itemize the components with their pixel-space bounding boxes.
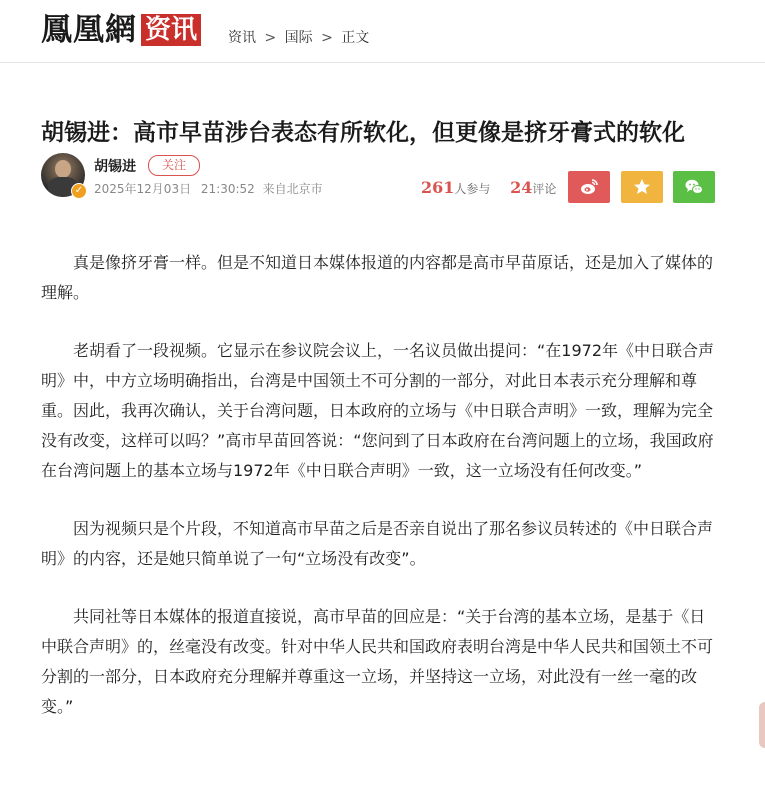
floating-side-tab[interactable] xyxy=(759,702,765,748)
comments-label[interactable]: 评论 xyxy=(532,182,557,196)
article-body xyxy=(41,248,721,750)
wechat-icon xyxy=(684,177,704,197)
follow-button[interactable]: 关注 xyxy=(148,155,200,176)
author-name[interactable]: 胡锡进 xyxy=(94,159,136,175)
publish-date: 2025年12月03日 xyxy=(94,182,192,196)
breadcrumb xyxy=(228,27,369,47)
author-block xyxy=(41,153,731,213)
breadcrumb-item-international[interactable]: 国际 xyxy=(284,30,313,46)
participants-label: 人参与 xyxy=(454,182,491,196)
share-weibo-button[interactable] xyxy=(568,171,610,203)
publish-location: 来自北京市 xyxy=(262,182,323,196)
logo-channel-badge: 资讯 xyxy=(141,14,201,46)
engagement-stats xyxy=(421,178,556,197)
breadcrumb-item-current: 正文 xyxy=(341,30,370,46)
top-bar xyxy=(0,0,765,63)
breadcrumb-separator: > xyxy=(321,30,333,46)
article-paragraph: 因为视频只是个片段，不知道高市早苗之后是否亲自说出了那名参议员转述的《中日联合声明》的内容，还是她只简单说了一句“立场没有改变”。 xyxy=(41,519,714,568)
participants-count: 261 xyxy=(421,178,455,197)
favorite-button[interactable] xyxy=(621,171,663,203)
article-title: 胡锡进：高市早苗涉台表态有所软化，但更像是挤牙膏式的软化 xyxy=(41,119,685,147)
article-paragraph: 老胡看了一段视频。它显示在参议院会议上，一名议员做出提问：“在1972年《中日联合声明》中，中方立场明确指出，台湾是中国领土不可分割的一部分，对此日本表示充分理解和尊重。因此，我再次确认，关于台湾问题，日本政府的立场与《中日联合声明》一致，理解为完全没有改变，这样可以吗？”高市早苗回答说：“您问到了日本政府在台湾问题上的立场，我国政府在台湾问题上的基本立场与1972年《中日联合声明》一致，这一立场没有任何改变。” xyxy=(41,341,715,480)
publish-meta xyxy=(94,180,323,197)
logo-text: 鳳凰網 xyxy=(41,12,137,48)
site-logo[interactable] xyxy=(41,12,201,48)
comments-count[interactable]: 24 xyxy=(510,178,533,197)
breadcrumb-item-news[interactable]: 资讯 xyxy=(228,30,256,46)
avatar-face xyxy=(55,160,71,178)
article-paragraph: 真是像挤牙膏一样。但是不知道日本媒体报道的内容都是高市早苗原话，还是加入了媒体的理解。 xyxy=(41,253,714,302)
breadcrumb-separator: > xyxy=(264,30,277,46)
article-paragraph: 共同社等日本媒体的报道直接说，高市早苗的回应是：“关于台湾的基本立场，是基于《日中联合声明》的，丝毫没有改变。针对中华人民共和国政府表明台湾是中华人民共和国领土不可分割的一部分，日本政府充分理解并尊重这一立场，并坚持这一立场，对此没有一丝一毫的改变。” xyxy=(41,607,714,716)
favorite-star-icon xyxy=(632,177,652,197)
share-wechat-button[interactable] xyxy=(673,171,715,203)
verified-badge-icon: ✓ xyxy=(71,183,87,199)
weibo-icon xyxy=(579,177,599,197)
publish-time: 21:30:52 xyxy=(200,182,255,196)
